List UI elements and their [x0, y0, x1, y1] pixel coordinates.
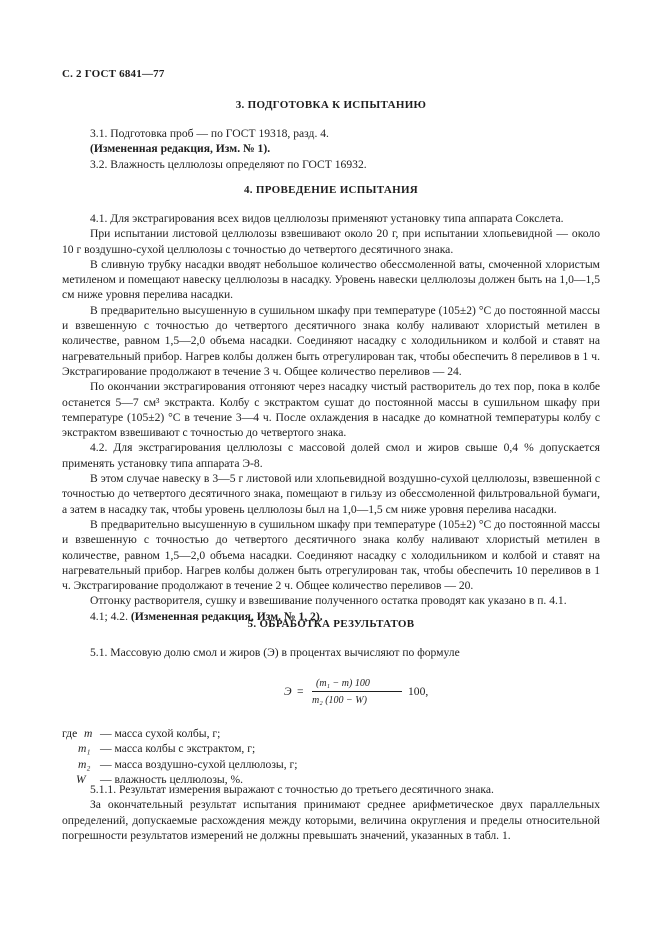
paragraph: В сливную трубку насадки вводят небольшое количество обессмоленной ваты, смоченной хлористым метиленом и помещают навеску целлюлозы в насадку. Уровень навески целлюлозы должен быть на 1,0—1,5 см ниже уровня перелива насадки. — [62, 257, 600, 302]
definition-text: — масса колбы с экстрактом, г; — [100, 742, 256, 756]
paragraph: 3.1. Подготовка проб — по ГОСТ 19318, разд. 4. — [90, 127, 329, 140]
paragraph: При испытании листовой целлюлозы взвешивают около 20 г, при испытании хлопьевидной — около 10 г воздушно-сухой целлюлозы с точностью до четвертого десятичного знака. — [62, 227, 600, 256]
formula-equals: = — [297, 685, 304, 698]
definition-symbol: m₁ — [78, 742, 91, 756]
paragraph: 4.1. Для экстрагирования всех видов целлюлозы применяют установку типа аппарата Сокслета. — [90, 212, 564, 225]
definitions-lead: где — [62, 727, 78, 740]
variable-definitions — [62, 726, 362, 787]
definition-symbol: m — [84, 727, 93, 740]
definition-symbol: m₂ — [78, 757, 91, 771]
definition-row — [62, 726, 362, 741]
fraction-bar — [312, 691, 402, 692]
paragraph: За окончательный результат испытания принимают среднее арифметическое двух параллельных определений, допускаемые расхождения между которыми, величина округления и пределы относительной погрешности результатов измерений не должны превышать значений, указанных в табл. 1. — [62, 798, 600, 842]
section-5-body — [62, 782, 600, 843]
definition-text: — влажность целлюлозы, %. — [100, 772, 244, 786]
paragraph: В предварительно высушенную в сушильном шкафу при температуре (105±2) °С до постоянной массы и взвешенную с точностью до четвертого десятичного знака колбу наливают хлористый метилен в количестве, равном 1,5—2,0 объема насадки. Соединяют насадку с холодильником и колбой и ставят на нагревательный прибор. Нагрев колбы должен быть отрегулирован так, чтобы обеспечить 10 переливов в 1 ч. Экстрагирование продолжают в течение 2 ч. Общее количество переливов — 20. — [62, 517, 600, 593]
paragraph: По окончании экстрагирования отгоняют через насадку чистый растворитель до тех пор, пока в колбе останется 5—7 см³ экстракта. Колбу с экстрактом сушат до постоянной массы в сушильном шкафу при температуре (105±2) °С в течение 3—4 ч. После охлаждения в насадке до комнатной температуры колбу с экстрактом взвешивают с точностью до четвертого знака. — [62, 380, 600, 440]
section-3-title: 3. ПОДГОТОВКА К ИСПЫТАНИЮ — [235, 99, 427, 111]
definition-text: — масса воздушно-сухой целлюлозы, г; — [100, 757, 298, 771]
amendment-ref: 4.1; 4.2. — [90, 609, 131, 623]
paragraph: 3.2. Влажность целлюлозы определяют по ГОСТ 16932. — [90, 157, 367, 171]
definition-text: — масса сухой колбы, г; — [100, 727, 221, 740]
formula-denominator: m₂ (100 − W) — [312, 695, 367, 706]
section-5-intro — [62, 645, 600, 660]
formula — [284, 676, 484, 716]
section-3-body — [62, 126, 600, 172]
amendment-note: (Измененная редакция, Изм. № 1, 2). — [130, 609, 323, 623]
paragraph: В предварительно высушенную в сушильном шкафу при температуре (105±2) °С до постоянной массы и взвешенную с точностью до четвертого десятичного знака колбу наливают хлористый метилен в количестве, равном 1,5—2,0 объема насадки. Соединяют насадку с холодильником и колбой и ставят на нагревательный прибор. Нагрев колбы должен быть отрегулирован так, чтобы обеспечить 8 переливов в 1 ч. Экстрагирование продолжают в течение 3 ч. Общее количество переливов — 24. — [62, 303, 600, 378]
definition-row — [62, 741, 362, 756]
section-4-title: 4. ПРОВЕДЕНИЕ ИСПЫТАНИЯ — [243, 184, 419, 196]
section-5-title: 5. ОБРАБОТКА РЕЗУЛЬТАТОВ — [247, 618, 415, 630]
formula-rhs: 100, — [408, 685, 429, 698]
paragraph: 5.1.1. Результат измерения выражают с точностью до третьего десятичного знака. — [90, 783, 494, 796]
definition-symbol: W — [76, 772, 86, 786]
formula-lhs: Э — [284, 685, 292, 698]
paragraph: 5.1. Массовую долю смол и жиров (Э) в процентах вычисляют по формуле — [90, 646, 460, 659]
paragraph: Отгонку растворителя, сушку и взвешивание полученного остатка проводят как указано в п. 4.1. — [90, 594, 567, 608]
section-4-body — [62, 211, 600, 624]
paragraph: В этом случае навеску в 3—5 г листовой или хлопьевидной воздушно-сухой целлюлозы, взвешенной с точностью до четвертого десятичного знака, помещают в гильзу из обессмоленной фильтровальной бумаги, а затем в насадку так, чтобы уровень целлюлозы был на 1,0—1,5 см ниже уровня перелива насадки. — [62, 472, 600, 516]
paragraph: 4.2. Для экстрагирования целлюлозы с массовой долей смол и жиров свыше 0,4 % допускается применять установку типа аппарата Э-8. — [62, 441, 600, 470]
amendment-note: (Измененная редакция, Изм. № 1). — [90, 142, 271, 156]
page-header: С. 2 ГОСТ 6841—77 — [62, 68, 165, 80]
definition-row — [62, 757, 362, 772]
formula-numerator: (m₁ − m) 100 — [316, 678, 370, 689]
